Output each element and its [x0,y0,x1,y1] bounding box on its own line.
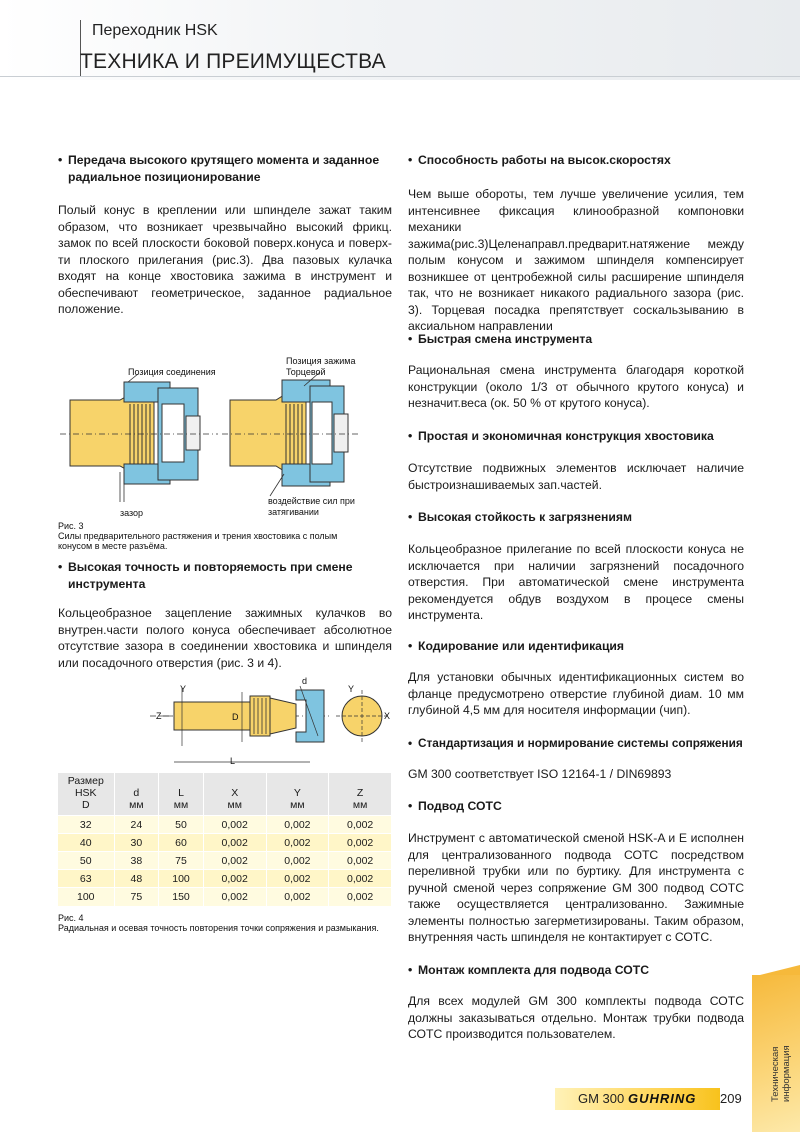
table-cell: 48 [114,870,159,888]
bullet-icon: • [408,332,413,346]
column-header: Y мм [266,773,329,816]
figure-3-caption-2: конусом в месте разъёма. [58,541,168,551]
figure-4-caption: Радиальная и осевая точность повторения точки сопряжения и размыкания. [58,923,379,933]
section-text: Кольцеобразное прилегание по всей плоскости конуса не исключается при наличии загрязнений посадочного отверстия. При автоматической смене инструмента рекомендуется обдув воздухом в процесе смены инструмента. [408,542,744,622]
table-cell: 32 [58,816,114,834]
bullet-icon: • [408,429,413,443]
section-heading: • Передача высокого крутящего момента и заданное радиальное позиционирование [58,153,380,184]
section-text: Для всех модулей GM 300 комплекты подвода СОТС должны заказываться отдельно. Монтаж трубки подвода СОТС производится пользователем. [408,994,744,1041]
section-text: Отсутствие подвижных элементов исключает наличие быстроизнашиваемых зап.частей. [408,461,744,492]
section-heading: • Стандартизация и нормирование системы сопряжения [408,736,743,750]
bullet-icon: • [408,736,413,750]
section-heading: • Простая и экономичная конструкция хвостовика [408,429,714,443]
page-number: 209 [720,1091,742,1106]
table-cell: 24 [114,816,159,834]
section-text: Рациональная смена инструмента благодаря короткой конструкции (около 1/3 от обычного крутого конуса) и незначит.веса (ок. 50 % от крутого конуса). [408,363,744,410]
column-header: Z мм [329,773,392,816]
table-cell: 0,002 [203,852,266,870]
page-title: Переходник HSK [92,22,218,39]
label-diameter-d: D [232,712,239,722]
table-cell: 100 [159,870,204,888]
figure-4-number: Рис. 4 [58,913,84,923]
page-subtitle: ТЕХНИКА И ПРЕИМУЩЕСТВА [80,50,386,73]
table-cell: 100 [58,888,114,906]
bullet-icon: • [408,799,413,813]
brand-logo: GUHRING [628,1091,697,1106]
section-heading: • Способность работы на высок.скоростях [408,153,671,167]
table-cell: 63 [58,870,114,888]
table-row [58,870,392,888]
section-text: Чем выше обороты, тем лучше увеличение усилия, тем интенсивнее фиксация клинообразной компоновки механики зажима(рис.3)Целенаправл.предварит.натяжение между полым конусом и зажимом шпинделя компенсирует возникшее от центробежной силы расширение шпинделя так, что не возникает никакого радиального зазора (рис. 3). Торцевая посадка препятствует соскальзыванию в аксиальном направлении [408,187,744,333]
header-rule [0,76,800,77]
table-cell: 0,002 [203,834,266,852]
label-clamp-position: Позиция зажима [286,356,356,366]
table-cell: 0,002 [203,816,266,834]
table-row [58,852,392,870]
label-gap: зазор [120,508,144,518]
label-y-axis: Y [180,684,187,694]
table-cell: 40 [58,834,114,852]
label-z-axis: Z [156,711,162,721]
figure-3-number: Рис. 3 [58,521,84,531]
figure-3-caption: Силы предварительного растяжения и трения хвостовика с полым [58,531,338,541]
table-cell: 0,002 [203,870,266,888]
clamp-position-drawing [222,372,358,496]
table-cell: 75 [114,888,159,906]
label-y-axis-2: Y [348,684,355,694]
table-header-row [58,773,392,816]
table-cell: 0,002 [329,870,392,888]
table-cell: 0,002 [266,834,329,852]
table-cell: 0,002 [329,834,392,852]
table-row [58,816,392,834]
table-cell: 0,002 [329,888,392,906]
column-header: X мм [203,773,266,816]
table-row [58,834,392,852]
section-text: GM 300 соответствует ISO 12164-1 / DIN69893 [408,767,672,781]
footer-model: GM 300 [578,1091,625,1106]
section-heading: • Быстрая смена инструмента [408,332,593,346]
table-cell: 0,002 [329,816,392,834]
label-diameter-small-d: d [302,676,308,686]
side-tab-label: Техническая информация [770,1045,792,1102]
accuracy-table [58,773,392,906]
table-cell: 0,002 [266,816,329,834]
label-length: L [230,756,236,766]
label-clamping-force: воздействие сил при [268,496,355,506]
section-heading: • Высокая точность и повторяемость при смене инструмента [58,560,353,591]
label-clamping-force-2: затягивании [268,507,319,517]
column-header: L мм [159,773,204,816]
section-heading: • Монтаж комплекта для подвода СОТС [408,963,650,977]
figure-4-diagram [150,676,400,768]
bullet-icon: • [408,153,413,167]
section-text: Для установки обычных идентификационных систем во фланце предусмотрено отверстие глубиной диам. 10 мм глубиной 4,5 мм для носителя информации (чип). [408,670,744,717]
table-row [58,888,392,906]
connection-position-drawing [60,374,218,502]
table-cell: 0,002 [266,888,329,906]
bullet-icon: • [58,560,63,574]
section-heading: • Высокая стойкость к загрязнениям [408,510,632,524]
section-text: Инструмент с автоматической сменой HSK-A и E исполнен для централизованного подвода СОТС посредством переливной трубки или по буртику. Для инструмента с ручной сменой через сопряжение GM 300 подвод СОТС также осуществляется централизованно. Зажимные элементы полностью загерметизированы. Таким образом, внутренняя часть шпинделя не контактирует с СОТС. [408,831,744,944]
bullet-icon: • [58,153,63,167]
label-connection-position: Позиция соединения [128,367,216,377]
table-cell: 0,002 [266,852,329,870]
label-x-axis: X [384,711,391,721]
table-cell: 0,002 [266,870,329,888]
table-cell: 50 [58,852,114,870]
table-cell: 38 [114,852,159,870]
section-heading: • Кодирование или идентификация [408,639,625,653]
table-cell: 50 [159,816,204,834]
column-header: Размер HSK D [58,773,114,816]
section-text: Полый конус в креплении или шпинделе зажат таким образом, что возникает чрезвычайно высокий фрикц. замок по всей плоскости боковой поверх.конуса и поверх-ти плоского прилегания (рис.3). Два пазовых кулачка входят на конце хвостовика зажима в инструмент и обеспечивают геометрическое, заданное радиальное положение. [58,203,392,316]
column-header: d мм [114,773,159,816]
table-cell: 30 [114,834,159,852]
table-cell: 75 [159,852,204,870]
table-cell: 150 [159,888,204,906]
table-cell: 0,002 [203,888,266,906]
table-cell: 0,002 [329,852,392,870]
table-cell: 60 [159,834,204,852]
section-text: Кольцеобразное зацепление зажимных кулачков во внутрен.части полого конуса обеспечивает абсолютное отсутствие зазора в соединении хвостовика и шпинделя или посадочного отверстия (рис. 3 и 4). [58,606,392,670]
section-heading: • Подвод СОТС [408,799,502,813]
bullet-icon: • [408,639,413,653]
bullet-icon: • [408,963,413,977]
label-face-contact: Торцевой [286,367,326,377]
bullet-icon: • [408,510,413,524]
